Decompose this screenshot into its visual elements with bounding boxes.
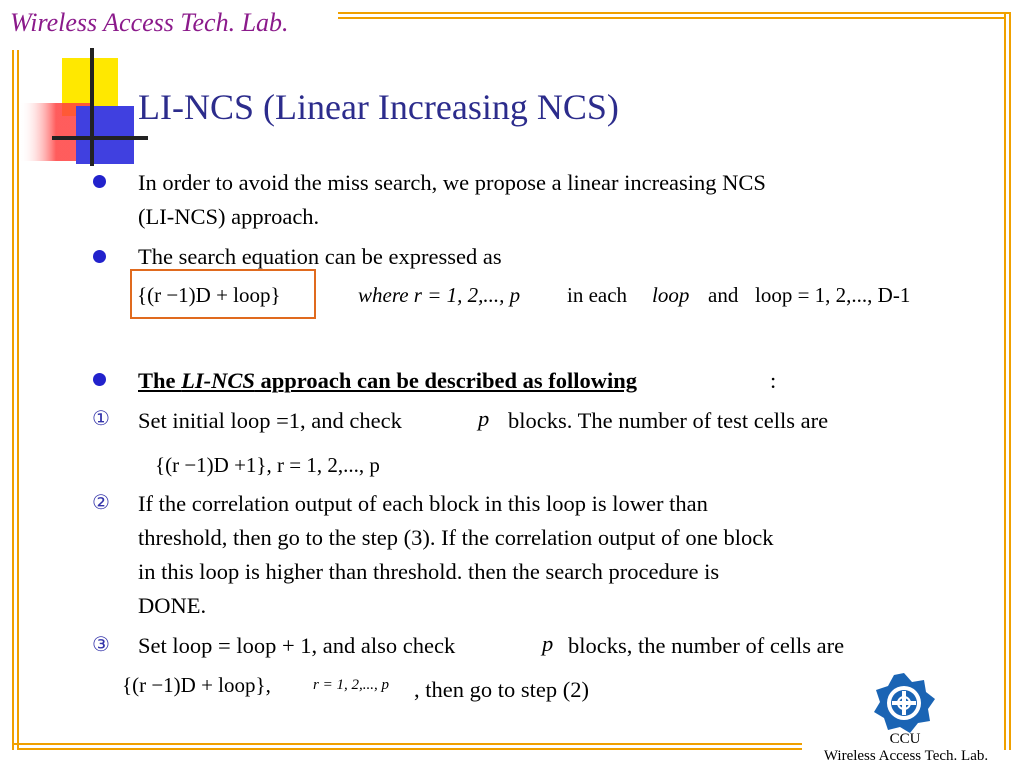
frame-left-line	[12, 50, 14, 750]
equation-loop-range: loop = 1, 2,..., D-1	[755, 283, 911, 307]
frame-top-line	[338, 12, 1011, 14]
footer-ccu: CCU	[889, 731, 921, 747]
header-lab-name: Wireless Access Tech. Lab.	[10, 8, 289, 37]
bullet-3-suffix: approach can be described as following	[254, 368, 638, 393]
bullet-dot	[93, 250, 106, 263]
title-decoration	[20, 48, 150, 168]
equation-and: and	[708, 283, 739, 307]
step-2-line: If the correlation output of each block in this loop is lower than	[138, 491, 708, 516]
equation-loop: loop	[652, 283, 690, 307]
frame-right-line-inner	[1009, 12, 1011, 750]
equation-where: where r = 1, 2,..., p	[358, 283, 521, 307]
step-3-text-b: blocks, the number of cells are	[568, 633, 845, 658]
step-3-tail: , then go to step (2)	[414, 677, 589, 702]
step-2-marker: ②	[92, 492, 110, 514]
bullet-1-text: In order to avoid the miss search, we propose a linear increasing NCS	[138, 170, 766, 195]
step-3-equation-range: r = 1, 2,..., p	[313, 677, 389, 693]
step-1-marker: ①	[92, 408, 110, 430]
step-1-text-a: Set initial loop =1, and check	[138, 408, 402, 433]
bullet-2-text: The search equation can be expressed as	[138, 244, 502, 269]
search-equation: {(r −1)D + loop}	[137, 283, 281, 307]
step-1-p: p	[478, 406, 490, 431]
frame-bottom-line	[12, 743, 802, 745]
step-2-line: threshold, then go to the step (3). If the correlation output of one block	[138, 525, 774, 550]
bullet-dot	[93, 373, 106, 386]
frame-top-line-inner	[338, 17, 1006, 19]
slide-title: LI-NCS (Linear Increasing NCS)	[138, 87, 619, 127]
bullet-3-colon: :	[770, 368, 777, 393]
step-3-text-a: Set loop = loop + 1, and also check	[138, 633, 456, 658]
ccu-logo-icon	[872, 672, 936, 734]
step-3-marker: ③	[92, 634, 110, 656]
frame-left-line-inner	[17, 50, 19, 750]
step-1-equation: {(r −1)D +1}, r = 1, 2,..., p	[155, 453, 380, 477]
bullet-dot	[93, 175, 106, 188]
frame-right-line	[1004, 12, 1006, 750]
frame-bottom-line-inner	[17, 748, 802, 750]
step-1-text-b: blocks. The number of test cells are	[508, 408, 829, 433]
step-3-equation: {(r −1)D + loop},	[122, 673, 271, 697]
footer-lab-name: Wireless Access Tech. Lab.	[823, 748, 989, 764]
step-3-p: p	[542, 631, 554, 656]
step-2-line: in this loop is higher than threshold. then the search procedure is	[138, 559, 720, 584]
bullet-3-prefix: The	[138, 368, 182, 393]
bullet-3-heading	[138, 364, 637, 398]
bullet-1-text-cont: (LI-NCS) approach.	[138, 204, 320, 229]
equation-in-each: in each	[567, 283, 628, 307]
step-2-line: DONE.	[138, 593, 207, 618]
bullet-3-italic: LI-NCS	[181, 368, 255, 393]
